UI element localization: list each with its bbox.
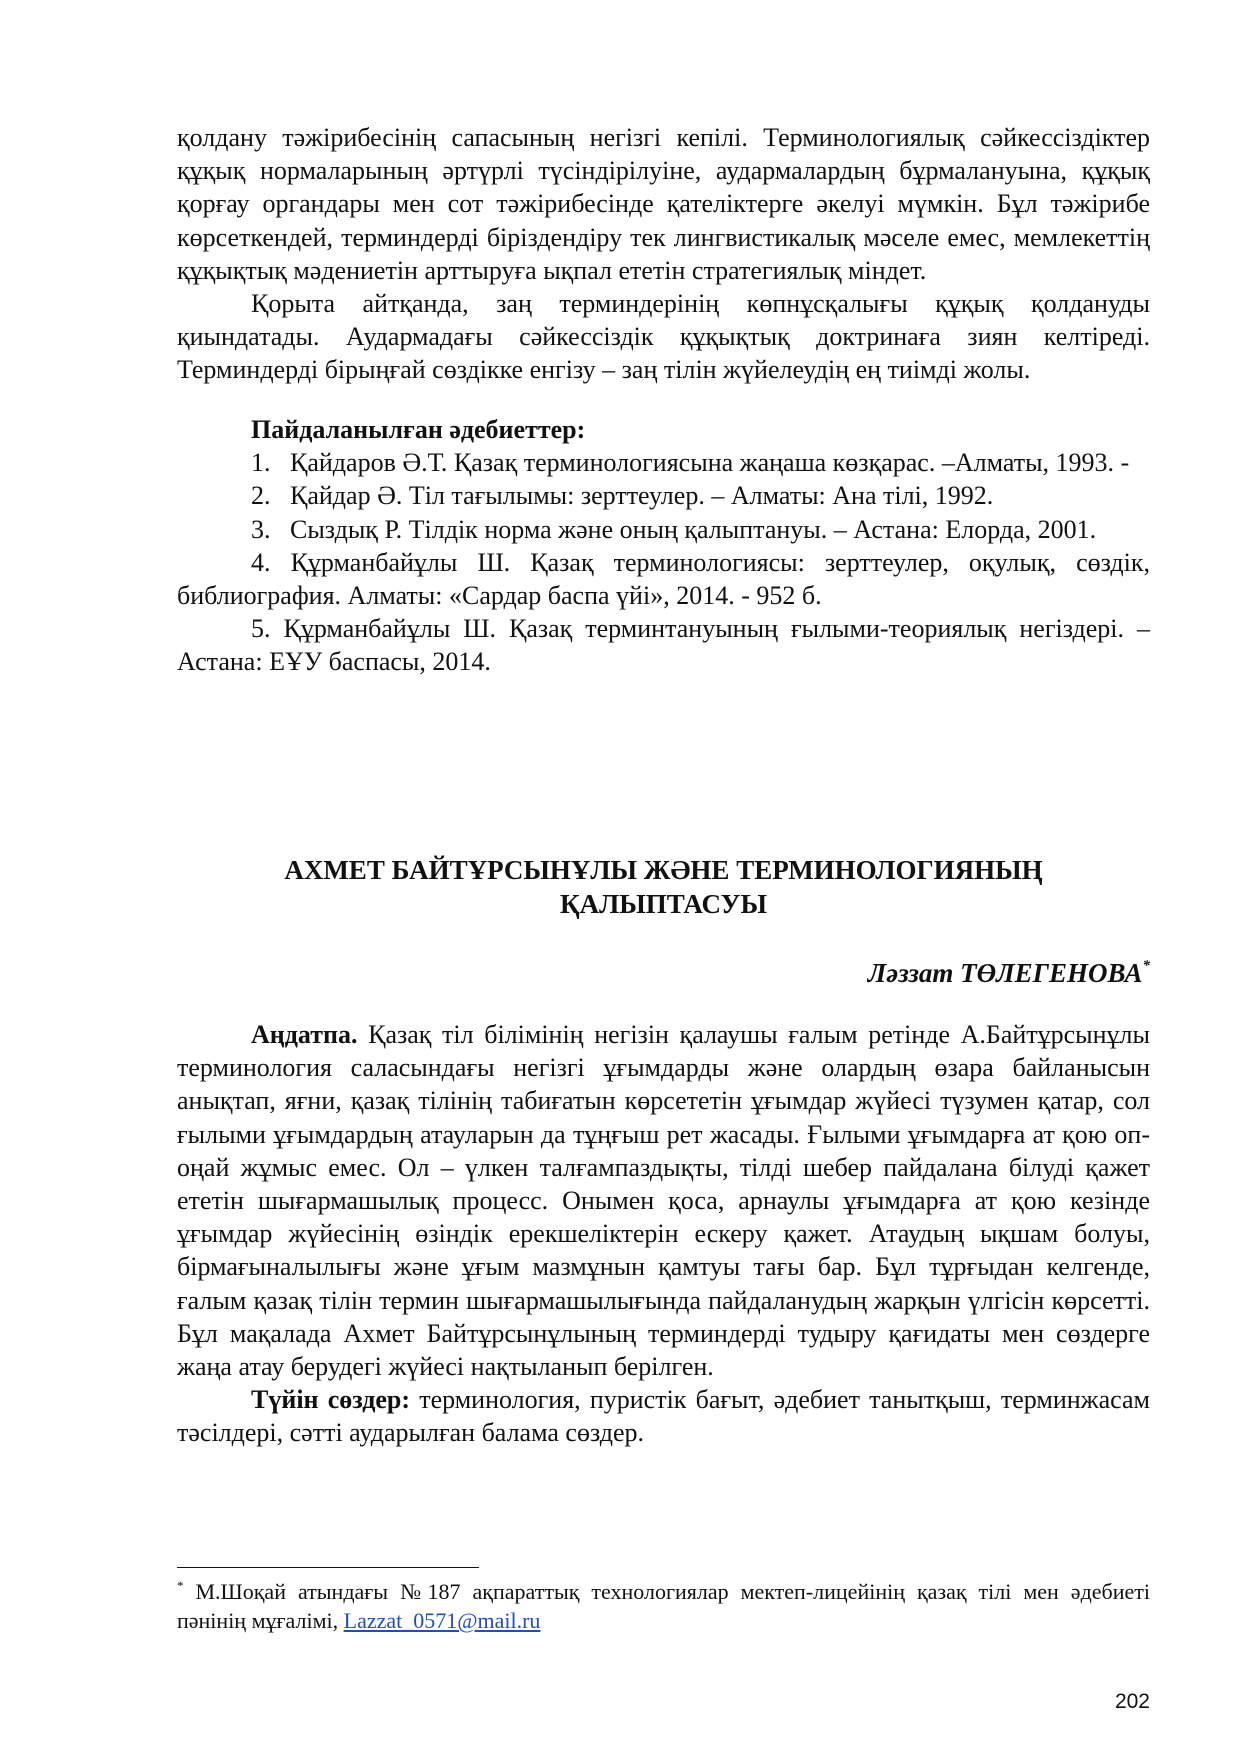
reference-item-2: 2. Қайдар Ә. Тіл тағылымы: зерттеулер. – Алматы: Ана тілі, 1992.	[251, 481, 994, 511]
abstract-text: Қазақ тіл білімінің негізін қалаушы ғалым ретінде А.Байтұрсынұлы терминология саласындағы негізгі ұғымдарды және олардың өзара байланысын анықтап, яғни, қазақ тілінің табиғатын көрсететін ұғымдар жүйесі түзумен қатар, сол ғылыми ұғымдардың атауларын да тұңғыш рет жасады. Ғылыми ұғымдарға ат қою оп-оңай жұмыс емес. Ол – үлкен талғампаздықты, тілді шебер пайдалана білуді қажет ететін шығармашылық процесс. Онымен қоса, арнаулы ұғымдарға ат қою кезінде ұғымдар жүйесінің өзіндік ерекшеліктерін ескеру қажет. Атаудың ықшам болуы, бірмағыналылығы және ұғым мазмұнын қамтуы тағы бар. Бұл тұрғыдан келгенде, ғалым қазақ тілін термин шығармашылығында пайдаланудың жарқын үлгісін көрсетті. Бұл мақалада Ахмет Байтұрсынұлының терминдерді тудыру қағидаты мен сөздерге жаңа атау берудегі жүйесі нақтыланып берілген.	[177, 1020, 1150, 1382]
footnote	[177, 1577, 1150, 1635]
references-heading: Пайдаланылған әдебиеттер:	[251, 415, 586, 444]
author-footnote-mark: *	[1142, 958, 1150, 974]
author-name	[177, 956, 1150, 990]
article-title-line-2: ҚАЛЫПТАСУЫ	[560, 889, 767, 919]
abstract-section	[177, 1018, 1150, 1450]
author-email-link[interactable]: Lazzat_0571@mail.ru	[343, 1608, 541, 1633]
intro-section	[177, 121, 1150, 387]
reference-item-1: 1. Қайдаров Ә.Т. Қазақ терминологиясына жаңаша көзқарас. –Алматы, 1993. -	[251, 448, 1130, 478]
author-name-text: Ләззат ТӨЛЕГЕНОВА	[867, 958, 1143, 988]
abstract-paragraph	[177, 1018, 1150, 1383]
reference-item-3: 3. Сыздық Р. Тілдік норма және оның қалыптануы. – Астана: Елорда, 2001.	[251, 514, 1097, 544]
article-title	[177, 853, 1150, 921]
page-number: 202	[1114, 1690, 1150, 1713]
keywords-label: Түйін сөздер:	[251, 1385, 411, 1415]
footnote-divider	[177, 1567, 479, 1568]
keywords-paragraph	[177, 1383, 1150, 1449]
reference-item-5: 5. Құрманбайұлы Ш. Қазақ терминтануының ғылыми-теориялық негіздері. – Астана: ЕҰУ баспасы, 2014.	[177, 614, 1150, 677]
footnote-mark: *	[177, 1578, 184, 1593]
intro-paragraph-continued: қолдану тәжірибесінің сапасының негізгі кепілі. Терминологиялық сәйкессіздіктер құқық нормаларының әртүрлі түсіндірілуіне, аудармалардың бұрмалануына, құқық қорғау органдары мен сот тәжірибесінде қателіктерге әкелуі мүмкін. Бұл тәжірибе көрсеткендей, терминдерді біріздендіру тек лингвистикалық мәселе емес, мемлекеттің құқықтық мәдениетін арттыруға ықпал ететін стратегиялық міндет.	[177, 123, 1150, 285]
keywords-text: терминология, пуристік бағыт, әдебиет танытқыш, терминжасам тәсілдері, сәтті аударылған балама сөздер.	[177, 1385, 1150, 1448]
footnote-text: М.Шоқай атындағы №187 ақпараттық технологиялар мектеп-лицейінің қазақ тілі мен әдебиеті пәнінің мұғалімі,	[177, 1579, 1150, 1633]
article-title-line-1: АХМЕТ БАЙТҰРСЫНҰЛЫ ЖӘНЕ ТЕРМИНОЛОГИЯНЫҢ	[284, 855, 1043, 885]
abstract-label: Аңдатпа.	[251, 1020, 358, 1049]
reference-item-4: 4. Құрманбайұлы Ш. Қазақ терминологиясы: зерттеулер, оқулық, сөздік, библиография. Алматы: «Сардар баспа үйі», 2014. - 952 б.	[177, 547, 1150, 611]
intro-paragraph-conclusion: Қорыта айтқанда, заң терминдерінің көпнұсқалығы құқық қолдануды қиындатады. Аудармадағы сәйкессіздік құқықтық доктринаға зиян келтіреді. Терминдерді бірыңғай сөздікке енгізу – заң тілін жүйелеудің ең тиімді жолы.	[177, 289, 1150, 385]
references-section	[177, 413, 1150, 679]
